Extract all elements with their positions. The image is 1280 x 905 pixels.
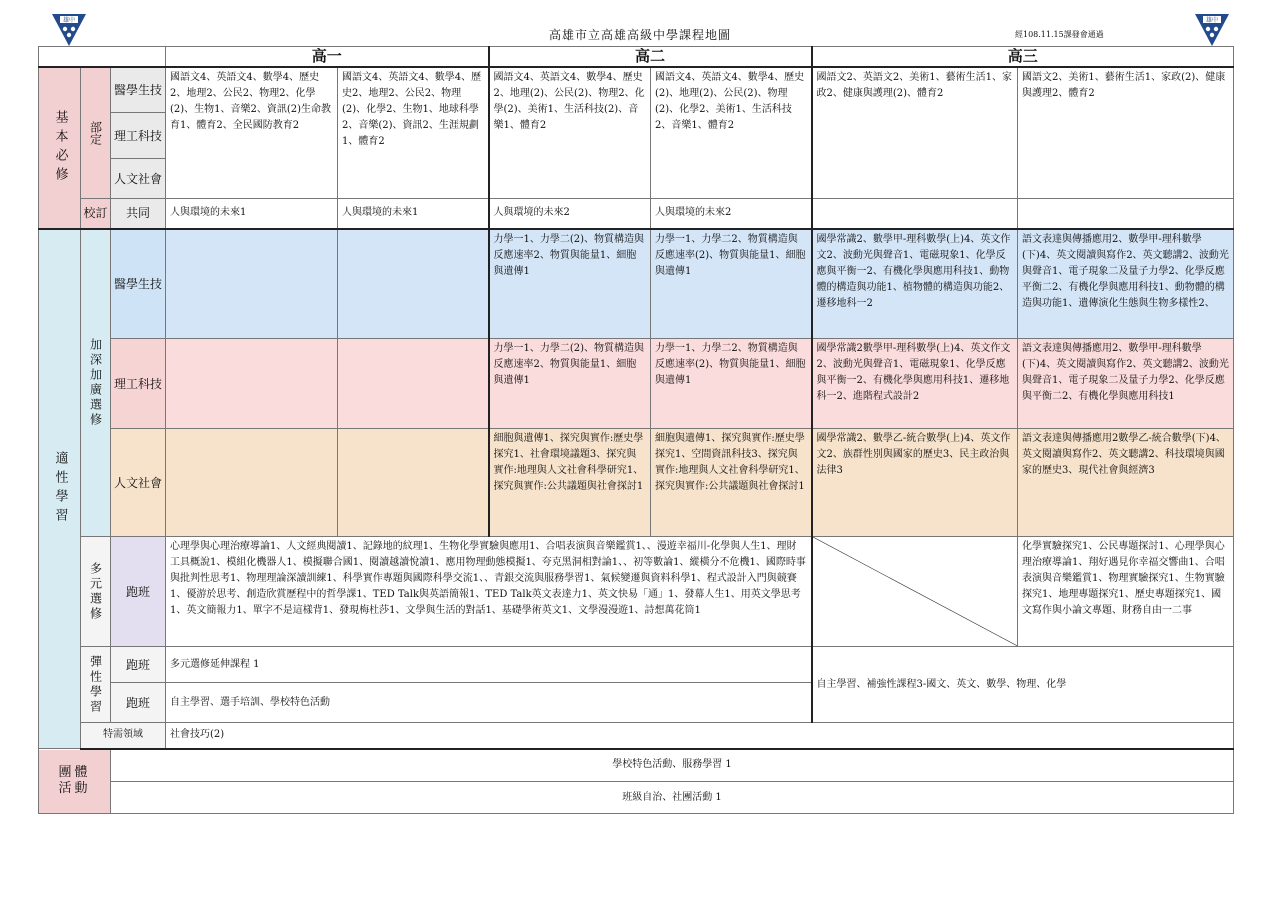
grade-header-3: 高三 [812, 47, 1234, 67]
common-g1-sem2: 人與環境的未來1 [338, 199, 489, 229]
adv-sci-g3-sem1: 國學常識2數學甲-理科數學(上)4、英文作文2、波動光與聲音1、電磁現象1、化學反應與平衡一2、有機化學與應用科技1、遷移地科一2、進階程式設計2 [812, 339, 1018, 429]
elastic-run-label-1: 跑班 [111, 647, 166, 683]
adv-sci-g1-sem1 [166, 339, 338, 429]
group-activity-row1: 學校特色活動、服務學習 1 [111, 749, 1234, 782]
adv-sci-g1-sem2 [338, 339, 489, 429]
elastic-g3: 自主學習、補強性課程3-國文、英文、數學、物理、化學 [812, 647, 1234, 723]
adv-med-g2-sem2: 力學一1、力學二2、物質構造與反應速率(2)、物質與能量1、細胞與遺傳1 [651, 229, 812, 339]
common-g1-sem1: 人與環境的未來1 [166, 199, 338, 229]
common-g2-sem1: 人與環境的未來2 [489, 199, 651, 229]
adv-sci-g2-sem2: 力學一1、力學二2、物質構造與反應速率(2)、物質與能量1、細胞與遺傳1 [651, 339, 812, 429]
common-g2-sem2: 人與環境的未來2 [651, 199, 812, 229]
track-med-label: 醫學生技 [111, 67, 166, 113]
basic-required-label: 基本必修 [39, 67, 81, 229]
adaptive-learning-label: 適性學習 [39, 229, 81, 749]
curriculum-map-table [38, 46, 1234, 814]
elastic-row2-g1-g2: 自主學習、選手培訓、學校特色活動 [166, 683, 812, 723]
elastic-run-label-2: 跑班 [111, 683, 166, 723]
adv-sci-g3-sem2: 語文表達與傳播應用2、數學甲-理科數學(下)4、英文閱讀與寫作2、英文聽講2、波動光與聲音1、電子現象二及量子力學2、化學反應與平衡二2、有機化學與應用科技1 [1018, 339, 1234, 429]
adv-med-g3-sem2: 語文表達與傳播應用2、數學甲-理科數學(下)4、英文閱讀與寫作2、英文聽講2、波動光與聲音1、電子現象二及量子力學2、化學反應平衡二2、有機化學與應用科技1、動物體的構造與功能1、遺傳演化生態與生物多樣性2、 [1018, 229, 1234, 339]
track-hum-label: 人文社會 [111, 159, 166, 199]
common-g3-sem1 [812, 199, 1018, 229]
adv-sci-label: 理工科技 [111, 339, 166, 429]
adv-med-g3-sem1: 國學常識2、數學甲-理科數學(上)4、英文作文2、波動光與聲音1、電磁現象1、化學反應與平衡一2、有機化學與應用科技1、動物體的構造與功能1、植物體的構造與功能2、遷移地科一2 [812, 229, 1018, 339]
multi-g1-g2-courses: 心理學與心理治療導論1、人文經典閱讀1、記錄地的紋理1、生物化學實驗與應用1、合唱表演與音樂鑑賞1、、漫遊幸福川-化學與人生1、理財工具概說1、模組化機器人1、模擬聯合國1、閱讀越讀悅讀1、應用物理動態模擬1、夸克黑洞相對論1、、初等數論1、縱橫分不危機1、國際時事與批判性思考1、物理理論深讀訓練1、科學實作專題與國際科學交流1、、青銀交流與服務學習1、氣候變遷與資料科學1、程式設計入門與競賽1、優游於思考、創造欣賞歷程中的哲學課1、TED Talk與英語簡報1、TED Talk英文表達力1、英文快易「通」1、發幕人生1、用英文學思考1、英文簡報力1、單字不是這樣背1、發現梅杜莎1、文學與生活的對話1、基礎學術英文1、文學漫漫遊1、詩想萬花筒1 [166, 537, 812, 647]
basic-g1-sem1: 國語文4、英語文4、數學4、歷史2、地理2、公民2、物理2、化學(2)、生物1、音樂2、資訊(2)生命教育1、體育2、全民國防教育2 [166, 67, 338, 199]
elastic-row1-g1-g2: 多元選修延伸課程 1 [166, 647, 812, 683]
adv-hum-g3-sem1: 國學常識2、數學乙-統合數學(上)4、英文作文2、族群性別與國家的歷史3、民主政治與法律3 [812, 429, 1018, 537]
diagonal-line [813, 537, 1018, 646]
school-label: 校訂 [81, 199, 111, 229]
dept-label: 部定 [81, 67, 111, 199]
basic-g2-sem2: 國語文4、英語文4、數學4、歷史(2)、地理(2)、公民(2)、物理(2)、化學2、美術1、生活科技2、音樂1、體育2 [651, 67, 812, 199]
multi-g3-sem1-empty [812, 537, 1018, 647]
adv-hum-g1-sem2 [338, 429, 489, 537]
adv-hum-g2-sem2: 細胞與遺傳1、探究與實作:歷史學探究1、空間資訊科技3、探究與實作:地理與人文社會科學研究1、探究與實作:公共議題與社會探討1 [651, 429, 812, 537]
adv-hum-g2-sem1: 細胞與遺傳1、探究與實作:歷史學探究1、社會環境議題3、探究與實作:地理與人文社會科學研究1、探究與實作:公共議題與社會探討1 [489, 429, 651, 537]
approval-note: 經108.11.15課發會通過 [1015, 30, 1104, 39]
adv-med-label: 醫學生技 [111, 229, 166, 339]
adv-sci-g2-sem1: 力學一1、力學二(2)、物質構造與反應速率2、物質與能量1、細胞與遺傳1 [489, 339, 651, 429]
basic-g3-sem2: 國語文2、美術1、藝術生活1、家政(2)、健康與護理2、體育2 [1018, 67, 1234, 199]
multi-elective-label: 多元選修 [81, 537, 111, 647]
adv-med-g2-sem1: 力學一1、力學二(2)、物質構造與反應速率2、物質與能量1、細胞與遺傳1 [489, 229, 651, 339]
advanced-elective-label: 加深加廣選修 [81, 229, 111, 537]
svg-text:雄中: 雄中 [62, 17, 76, 24]
special-needs-label: 特需領域 [81, 723, 166, 749]
svg-text:雄中: 雄中 [1205, 17, 1219, 24]
multi-g3-sem2: 化學實驗探究1、公民專題探討1、心理學與心理治療導論1、翔好遇見你幸福交響曲1、合唱表演與音樂鑑賞1、物理實驗探究1、生物實驗探究1、地理專題探究1、歷史專題探究1、國文寫作與小論文專題、財務自由一二事 [1018, 537, 1234, 647]
adv-med-g1-sem1 [166, 229, 338, 339]
common-g3-sem2 [1018, 199, 1234, 229]
grade-header-2: 高二 [489, 47, 812, 67]
document-title: 高雄市立高雄高級中學課程地圖 [548, 28, 731, 42]
special-needs-value: 社會技巧(2) [166, 723, 1234, 749]
elastic-learning-label: 彈性學習 [81, 647, 111, 723]
track-sci-label: 理工科技 [111, 113, 166, 159]
adv-hum-g3-sem2: 語文表達與傳播應用2數學乙-統合數學(下)4、英文閱讀與寫作2、英文聽講2、科技環境與國家的歷史3、現代社會與經濟3 [1018, 429, 1234, 537]
adv-med-g1-sem2 [338, 229, 489, 339]
basic-g3-sem1: 國語文2、英語文2、美術1、藝術生活1、家政2、健康與護理(2)、體育2 [812, 67, 1018, 199]
adv-hum-label: 人文社會 [111, 429, 166, 537]
common-label: 共同 [111, 199, 166, 229]
basic-g2-sem1: 國語文4、英語文4、數學4、歷史2、地理(2)、公民(2)、物理2、化學(2)、美術1、生活科技(2)、音樂1、體育2 [489, 67, 651, 199]
basic-g1-sem2: 國語文4、英語文4、數學4、歷史2、地理2、公民2、物理(2)、化學2、生物1、地球科學2、音樂(2)、資訊2、生涯規劃1、體育2 [338, 67, 489, 199]
multi-run-label: 跑班 [111, 537, 166, 647]
group-activity-row2: 班級自治、社團活動 1 [111, 782, 1234, 814]
adv-hum-g1-sem1 [166, 429, 338, 537]
grade-header-1: 高一 [166, 47, 489, 67]
corner-header [39, 47, 166, 67]
group-activity-label: 團體活動 [39, 749, 111, 814]
